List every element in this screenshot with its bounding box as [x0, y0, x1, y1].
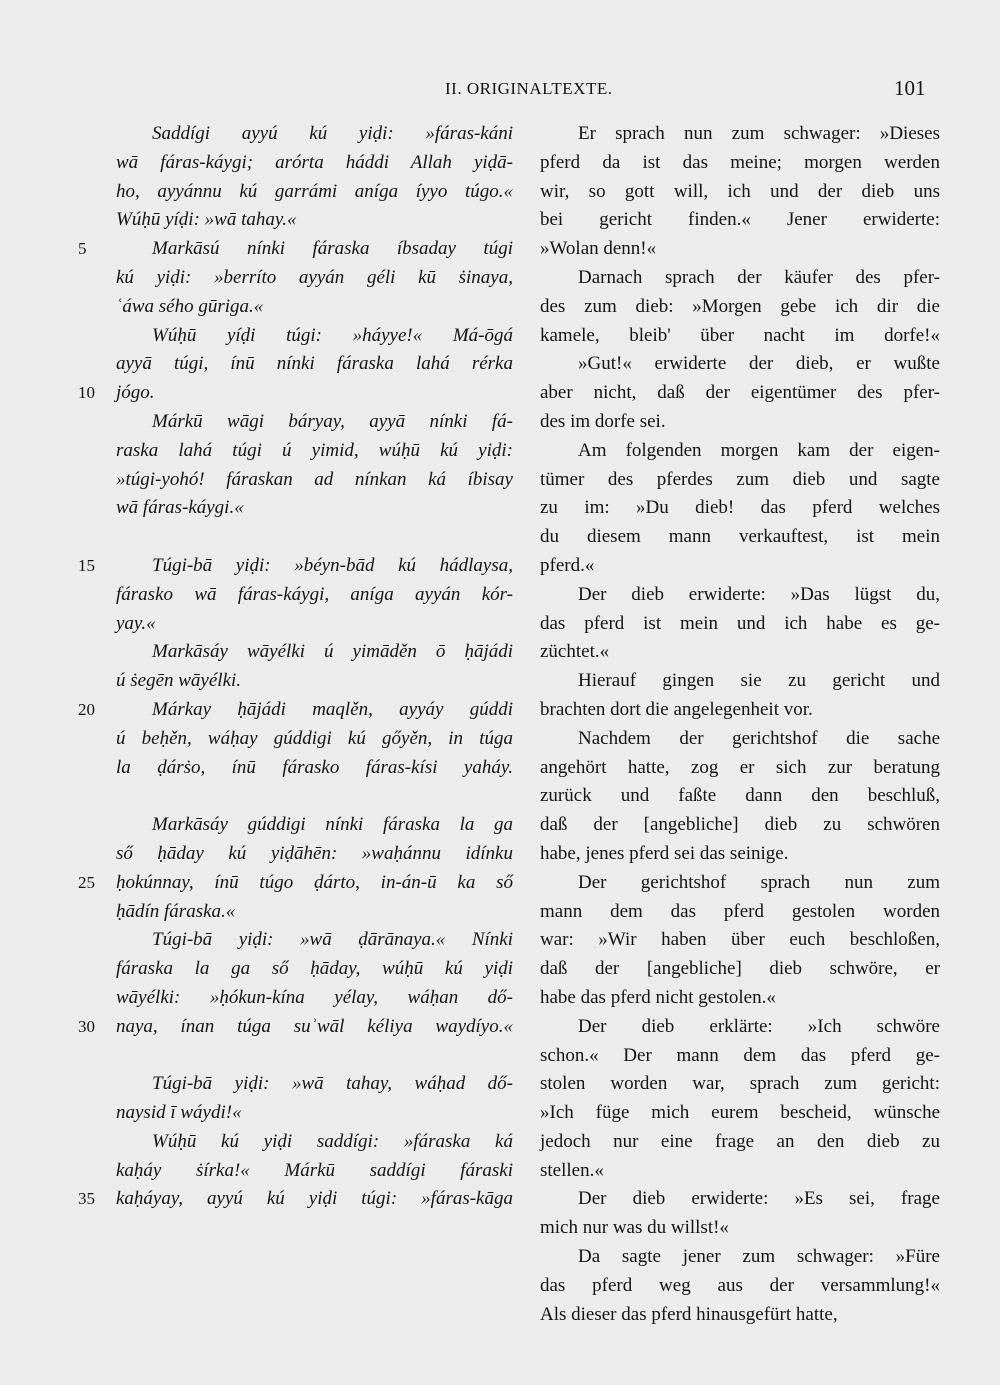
line-number: 10 — [78, 383, 95, 403]
german-line — [540, 552, 940, 581]
somali-line — [78, 552, 513, 581]
german-line — [540, 1301, 940, 1330]
german-line — [540, 581, 940, 610]
somali-line — [78, 898, 513, 927]
somali-line — [78, 1157, 513, 1186]
somali-line — [78, 293, 513, 322]
german-line — [540, 494, 940, 523]
somali-line — [78, 408, 513, 437]
somali-line — [78, 955, 513, 984]
somali-line — [78, 1185, 513, 1214]
line-text: »túgi-yohó! fáraskan ad nínkan ká íbisay — [116, 468, 513, 490]
somali-line — [78, 494, 513, 523]
german-line — [540, 840, 940, 869]
line-text: habe, jenes pferd sei das seinige. — [540, 842, 789, 864]
line-text: Markāsáy wāyélki ú yimāděn ō ḥājádi — [152, 641, 513, 663]
line-text: wāyélki: »ḥókun-kína yélay, wáḥan dő- — [116, 986, 513, 1008]
line-text: Márkū wāgi báryay, ayyā nínki fá- — [152, 410, 513, 432]
line-text: jógo. — [116, 382, 155, 404]
german-line — [540, 379, 940, 408]
line-text: raska lahá túgi ú yimid, wúḥū kú yiḍi: — [116, 439, 513, 461]
line-text: Da sagte jener zum schwager: »Füre — [578, 1246, 940, 1268]
german-line — [540, 1042, 940, 1071]
line-text: mich nur was du willst!« — [540, 1217, 729, 1239]
line-text: »Ich füge mich eurem bescheid, wünsche — [540, 1102, 940, 1124]
somali-line — [78, 1070, 513, 1099]
line-text: Hierauf gingen sie zu gericht und — [578, 670, 940, 692]
line-text: schon.« Der mann dem das pferd ge- — [540, 1044, 940, 1066]
line-text: angehört hatte, zog er sich zur beratung — [540, 756, 940, 778]
somali-line — [78, 379, 513, 408]
line-text: pferd da ist das meine; morgen werden — [540, 151, 940, 173]
somali-line — [78, 350, 513, 379]
german-line — [540, 638, 940, 667]
line-text: kaḥáy ṡírka!« Márkū saddígi fáraski — [116, 1159, 513, 1181]
line-text: Am folgenden morgen kam der eigen- — [578, 439, 940, 461]
line-text: züchtet.« — [540, 641, 610, 663]
line-text: kamele, bleib' über nacht im dorfe!« — [540, 324, 940, 346]
german-line — [540, 149, 940, 178]
somali-line — [78, 581, 513, 610]
german-line — [540, 610, 940, 639]
somali-line — [78, 1042, 513, 1071]
page-number: 101 — [894, 76, 926, 100]
line-text: Darnach sprach der käufer des pfer- — [578, 266, 940, 288]
somali-line — [78, 667, 513, 696]
somali-line — [78, 206, 513, 235]
line-text: habe das pferd nicht gestolen.« — [540, 986, 776, 1008]
line-text: Markāsáy gúddigi nínki fáraska la ga — [152, 814, 513, 836]
somali-line — [78, 725, 513, 754]
german-line — [540, 350, 940, 379]
somali-text-column — [78, 120, 513, 1214]
line-text: fárasko wā fáras-káygi, aníga ayyán kór- — [116, 583, 513, 605]
line-text: wir, so gott will, ich und der dieb uns — [540, 180, 940, 202]
somali-line — [78, 782, 513, 811]
line-text: Der dieb erwiderte: »Es sei, frage — [578, 1188, 940, 1210]
line-text: zurück und faßte dann den beschluß, — [540, 785, 940, 807]
line-text: »Gut!« erwiderte der dieb, er wußte — [578, 353, 940, 375]
line-text: bei gericht finden.« Jener erwiderte: — [540, 209, 940, 231]
line-text: jedoch nur eine frage an den dieb zu — [540, 1130, 940, 1152]
line-text: Markāsú nínki fáraska íbsaday túgi — [152, 238, 513, 260]
somali-line — [78, 840, 513, 869]
german-line — [540, 1128, 940, 1157]
running-head: II. ORIGINALTEXTE. — [445, 79, 613, 98]
german-line — [540, 898, 940, 927]
line-text: aber nicht, daß der eigentümer des pfer- — [540, 382, 940, 404]
german-line — [540, 1214, 940, 1243]
somali-line — [78, 926, 513, 955]
german-line — [540, 293, 940, 322]
line-text: ú ṡegēn wāyélki. — [116, 670, 242, 692]
line-text: Wúḥū yíḍi túgi: »háyye!« Má-ōgá — [152, 324, 513, 346]
line-text: »Wolan denn!« — [540, 238, 657, 260]
german-line — [540, 754, 940, 783]
line-number: 5 — [78, 239, 87, 259]
line-text: Als dieser das pferd hinausgefürt hatte, — [540, 1303, 838, 1325]
line-text: Márkay ḥājádi maqlěn, ayyáy gúddi — [152, 698, 513, 720]
line-text: ʿáwa sého gūriga.« — [116, 295, 264, 317]
line-text: la ḍárṡo, ínū fárasko fáras-kísi yaháy. — [116, 756, 513, 778]
german-line — [540, 667, 940, 696]
line-text: war: »Wir haben über euch beschloßen, — [540, 929, 940, 951]
line-text: zu im: »Du dieb! das pferd welches — [540, 497, 940, 519]
somali-line — [78, 610, 513, 639]
german-line — [540, 264, 940, 293]
line-text: Der dieb erwiderte: »Das lügst du, — [578, 583, 940, 605]
line-text: das pferd ist mein und ich habe es ge- — [540, 612, 940, 634]
german-line — [540, 1272, 940, 1301]
line-number: 30 — [78, 1016, 95, 1036]
line-text: du diesem mann verkauftest, ist mein — [540, 526, 940, 548]
line-text: kaḥáyay, ayyú kú yiḍi túgi: »fáras-kāga — [116, 1188, 513, 1210]
line-text: naysid ī wáydi!« — [116, 1102, 242, 1124]
line-text: Saddígi ayyú kú yiḍi: »fáras-káni — [152, 123, 513, 144]
line-text: kú yiḍi: »berríto ayyán géli kū ṡinaya, — [116, 266, 513, 288]
somali-line — [78, 178, 513, 207]
line-text: ső ḥāday kú yiḍāhēn: »waḥánnu idínku — [116, 842, 513, 864]
somali-line — [78, 869, 513, 898]
line-text: brachten dort die angelegenheit vor. — [540, 698, 813, 720]
german-line — [540, 408, 940, 437]
line-text: pferd.« — [540, 554, 595, 576]
somali-line — [78, 466, 513, 495]
line-text: Der gerichtshof sprach nun zum — [578, 871, 940, 893]
line-text: fáraska la ga ső ḥāday, wúḥū kú yiḍi — [116, 958, 513, 980]
line-text: tümer des pferdes zum dieb und sagte — [540, 468, 940, 490]
somali-line — [78, 149, 513, 178]
somali-line — [78, 120, 513, 149]
line-text: daß der [angebliche] dieb zu schwören — [540, 814, 940, 836]
german-line — [540, 926, 940, 955]
line-text: Er sprach nun zum schwager: »Dieses — [578, 123, 940, 144]
german-translation-column — [540, 120, 940, 1329]
line-number: 15 — [78, 555, 95, 575]
line-text: Wúḥū yíḍi: »wā tahay.« — [116, 209, 297, 231]
german-line — [540, 1157, 940, 1186]
line-text: Túgi-bā yiḍi: »wā tahay, wáḥad dő- — [152, 1073, 513, 1095]
somali-line — [78, 1128, 513, 1157]
somali-line — [78, 811, 513, 840]
line-text: ho, ayyánnu kú garrámi aníga íyyo túgo.« — [116, 180, 513, 202]
german-line — [540, 984, 940, 1013]
somali-line — [78, 638, 513, 667]
somali-line — [78, 754, 513, 783]
line-text: ḥādín fáraska.« — [116, 900, 236, 922]
german-line — [540, 955, 940, 984]
german-line — [540, 1070, 940, 1099]
german-line — [540, 466, 940, 495]
german-line — [540, 523, 940, 552]
line-number: 35 — [78, 1189, 95, 1209]
somali-line — [78, 264, 513, 293]
german-line — [540, 235, 940, 264]
line-text: naya, ínan túga suʾwāl kéliya waydíyo.« — [116, 1015, 513, 1037]
line-text: ú beḥěn, wáḥay gúddigi kú gőyěn, in túga — [116, 727, 513, 749]
line-text: daß der [angebliche] dieb schwöre, er — [540, 958, 940, 980]
somali-line — [78, 984, 513, 1013]
line-text: Wúḥū kú yiḍi saddígi: »fáraska ká — [152, 1130, 513, 1152]
german-line — [540, 120, 940, 149]
german-line — [540, 782, 940, 811]
somali-line — [78, 523, 513, 552]
line-number: 20 — [78, 699, 95, 719]
somali-line — [78, 322, 513, 351]
german-line — [540, 1099, 940, 1128]
somali-line — [78, 1099, 513, 1128]
german-line — [540, 725, 940, 754]
line-text: yay.« — [116, 612, 156, 634]
line-text: Der dieb erklärte: »Ich schwöre — [578, 1015, 940, 1037]
line-text: stellen.« — [540, 1159, 604, 1181]
line-text: stolen worden war, sprach zum gericht: — [540, 1073, 940, 1095]
somali-line — [78, 437, 513, 466]
line-text: ayyā túgi, ínū nínki fáraska lahá rérka — [116, 353, 513, 375]
german-line — [540, 811, 940, 840]
line-text: ḥokúnnay, ínū túgo ḍárto, in-án-ū ka ső — [116, 871, 513, 893]
line-text: Túgi-bā yiḍi: »béyn-bād kú hádlaysa, — [152, 554, 513, 576]
line-text: des im dorfe sei. — [540, 410, 666, 432]
german-line — [540, 1013, 940, 1042]
somali-line — [78, 235, 513, 264]
german-line — [540, 206, 940, 235]
german-line — [540, 322, 940, 351]
somali-line — [78, 1013, 513, 1042]
line-text: wā fáras-káygi.« — [116, 497, 244, 519]
line-text: das pferd weg aus der versammlung!« — [540, 1274, 940, 1296]
line-text: wā fáras-káygi; arórta háddi Allah yiḍā- — [116, 151, 513, 173]
german-line — [540, 1185, 940, 1214]
german-line — [540, 869, 940, 898]
line-text: Túgi-bā yiḍi: »wā ḍārānaya.« Nínki — [152, 929, 513, 951]
german-line — [540, 178, 940, 207]
german-line — [540, 1243, 940, 1272]
line-text: mann dem das pferd gestolen worden — [540, 900, 940, 922]
german-line — [540, 437, 940, 466]
german-line — [540, 696, 940, 725]
line-text: Nachdem der gerichtshof die sache — [578, 727, 940, 749]
line-number: 25 — [78, 872, 95, 892]
somali-line — [78, 696, 513, 725]
line-text: des zum dieb: »Morgen gebe ich dir die — [540, 295, 940, 317]
